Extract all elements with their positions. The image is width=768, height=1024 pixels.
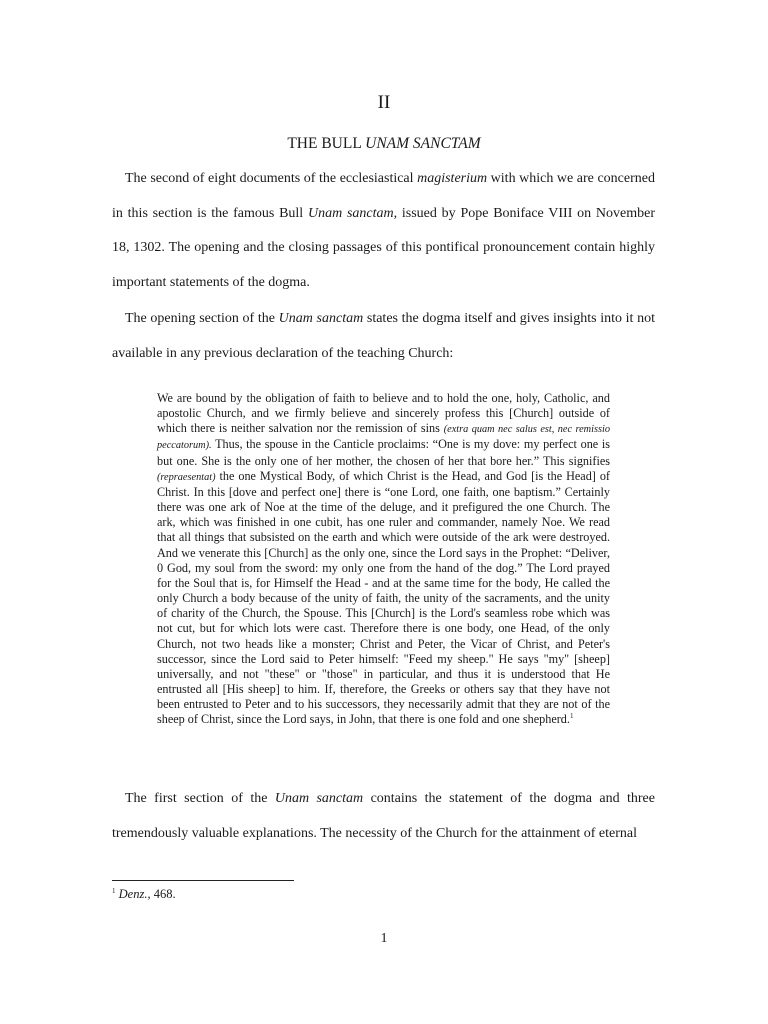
p3-italic-1: Unam sanctam bbox=[274, 791, 364, 806]
p1-italic-1: magisterium bbox=[417, 171, 488, 186]
footnote-text: , 468. bbox=[147, 887, 176, 901]
footnote-italic: Denz. bbox=[118, 887, 148, 901]
footnote-divider bbox=[112, 880, 294, 881]
quote-text-1: We are bound by the obligation of faith to believe and to hold the one, holy, Catholic, and apostolic Church, and we firmly believe and sincerely profess this [Church] outside of which there is neither salvation nor the remission of sins bbox=[157, 391, 610, 436]
p2-text-2: states the dogma itself and gives insights into it not available in any previous declaration of the teaching Church: bbox=[112, 311, 655, 361]
chapter-title-italic: UNAM SANCTAM bbox=[365, 135, 481, 152]
paragraph-2 bbox=[112, 302, 655, 371]
p1-text-1: The second of eight documents of the ecclesiastical bbox=[125, 171, 418, 186]
page-number: 1 bbox=[380, 931, 388, 946]
p3-text-2: contains the statement of the dogma and three tremendously valuable explanations. The necessity of the Church for the attainment of eternal bbox=[112, 791, 655, 841]
p1-text-3: issued by Pope Boniface VIII on November 18, 1302. The opening and the closing passages of this pontifical pronouncement contain highly important statements of the dogma. bbox=[112, 205, 656, 291]
p1-text-2: with which we are concerned in this section is the famous Bull bbox=[112, 171, 655, 221]
p3-text-1: The first section of the bbox=[125, 791, 275, 806]
p1-italic-2: Unam sanctam, bbox=[307, 205, 398, 221]
quote-italic-2: (repraesentat) bbox=[157, 471, 216, 483]
footnote-reference[interactable]: 1 bbox=[569, 712, 574, 721]
p2-italic-1: Unam sanctam bbox=[278, 311, 364, 326]
chapter-number: II bbox=[377, 92, 391, 113]
quote-italic-1: (extra quam nec salus est, nec remissio peccatorum). bbox=[157, 424, 610, 452]
chapter-title-prefix: THE BULL bbox=[287, 135, 366, 152]
p2-text-1: The opening section of the bbox=[125, 311, 279, 326]
paragraph-3 bbox=[112, 782, 655, 851]
footnote-marker: 1 bbox=[112, 886, 116, 895]
quote-text-2: Thus, the spouse in the Canticle proclaims: “One is my dove: my perfect one is but one. She is the only one of her mother, the chosen of her that bore her.” This signifies bbox=[157, 437, 610, 468]
block-quote bbox=[157, 391, 610, 727]
paragraph-1 bbox=[112, 162, 655, 301]
footnote bbox=[112, 887, 176, 902]
quote-text-3: the one Mystical Body, of which Christ is the Head, and God [is the Head] of Christ. In this [dove and perfect one] there is “one Lord, one faith, one baptism.” Certainly there was one ark of Noe at the time of the deluge, and it prefigured the one Church. The ark, which was finished in one cubit, has one ruler and commander, namely Noe. We read that all things that subsisted on the earth and which were outside of the ark were destroyed. And we venerate this [Church] as the only one, since the Lord says in the Prophet: “Deliver, 0 God, my soul from the sword: my only one from the hand of the dog.” The Lord prayed for the Soul that is, for Himself the Head - and at the same time for the body, He called the only Church a body because of the unity of faith, the unity of the sacraments, and the unity of charity of the Church, the Spouse. This [Church] is the Lord's seamless robe which was not cut, but for which lots were cast. Therefore there is one body, one Head, of the only Church, not two heads like a monster; Christ and Peter, the Vicar of Christ, and Peter's successor, since the Lord said to Peter himself: "Feed my sheep." He says "my" [sheep] universally, and not "these" or "those" in particular, and thus it is understood that He entrusted all [His sheep] to him. If, therefore, the Greeks or others say that they have not been entrusted to Peter and to his successors, they necessarily admit that they are not of the sheep of Christ, since the Lord says, in John, that there is one fold and one shepherd. bbox=[157, 468, 610, 727]
chapter-title bbox=[0, 135, 768, 153]
